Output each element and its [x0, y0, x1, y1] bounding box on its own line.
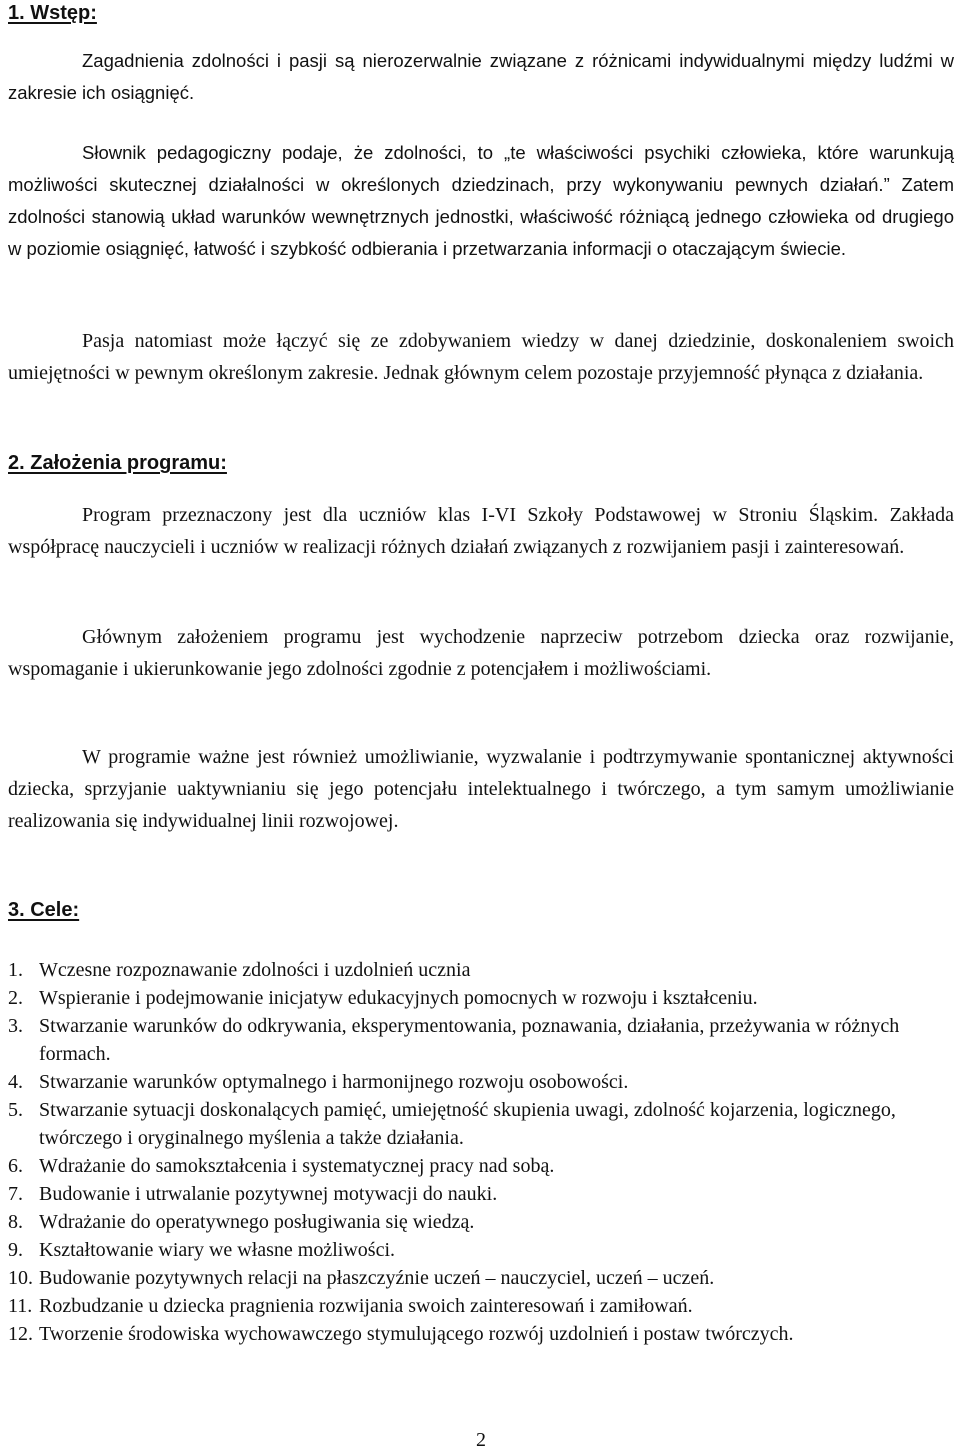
list-item-number: 9.	[8, 1239, 23, 1261]
section-heading-goals: 3. Cele:	[8, 899, 80, 921]
list-item-number: 11.	[8, 1295, 33, 1317]
list-item	[0, 1152, 940, 1180]
list-item	[0, 1236, 940, 1264]
list-item-number: 6.	[8, 1155, 23, 1177]
intro-paragraph-1: Zagadnienia zdolności i pasji są nierozerwalnie związane z różnicami indywidualnymi między ludźmi w zakresie ich osiągnięć.	[8, 50, 954, 103]
list-item-text: Stwarzanie warunków optymalnego i harmonijnego rozwoju osobowości.	[39, 1071, 629, 1093]
page-number: 2	[476, 1429, 486, 1451]
list-item-number: 3.	[8, 1015, 23, 1037]
list-item-text: Budowanie pozytywnych relacji na płaszczyźnie uczeń – nauczyciel, uczeń – uczeń.	[39, 1267, 715, 1289]
list-item	[0, 956, 940, 984]
list-item-number: 12.	[8, 1323, 33, 1345]
list-item	[0, 1012, 940, 1068]
intro-paragraph-2: Słownik pedagogiczny podaje, że zdolności, to „te właściwości psychiki człowieka, które warunkują możliwości skutecznej działalności w określonych dziedzinach, przy wykonywaniu pewnych działań.” Zatem zdolności stanowią układ warunków wewnętrznych jednostki, właściwość różniącą jednego człowieka od drugiego w poziomie osiągnięć, łatwość i szybkość odbierania i przetwarzania informacji o otaczającym świecie.	[8, 142, 954, 259]
list-item-text: Kształtowanie wiary we własne możliwości.	[39, 1239, 396, 1261]
list-item	[0, 1320, 940, 1348]
list-item	[0, 1180, 940, 1208]
list-item-number: 5.	[8, 1099, 23, 1121]
list-item	[0, 1068, 940, 1096]
list-item-text: Rozbudzanie u dziecka pragnienia rozwijania swoich zainteresowań i zamiłowań.	[39, 1295, 693, 1317]
list-item-number: 2.	[8, 987, 23, 1009]
list-item-text: Wczesne rozpoznawanie zdolności i uzdolnień ucznia	[39, 959, 471, 981]
list-item	[0, 1096, 940, 1152]
assumptions-paragraph-2: Głównym założeniem programu jest wychodzenie naprzeciw potrzebom dziecka oraz rozwijanie, wspomaganie i ukierunkowanie jego zdolności zgodnie z potencjałem i możliwościami.	[8, 626, 954, 680]
list-item-text: Wdrażanie do operatywnego posługiwania się wiedzą.	[39, 1211, 475, 1233]
list-item-text: Wdrażanie do samokształcenia i systematycznej pracy nad sobą.	[39, 1155, 555, 1177]
list-item	[0, 984, 940, 1012]
list-item-number: 10.	[8, 1267, 33, 1289]
list-item-text: Stwarzanie sytuacji doskonalących pamięć, umiejętność skupienia uwagi, zdolność kojarzenia, logicznego, twórczego i oryginalnego myślenia a także działania.	[39, 1099, 896, 1149]
list-item	[0, 1264, 940, 1292]
list-item-text: Budowanie i utrwalanie pozytywnej motywacji do nauki.	[39, 1183, 498, 1205]
goals-list	[0, 956, 940, 1348]
list-item-text: Wspieranie i podejmowanie inicjatyw edukacyjnych pomocnych w rozwoju i kształceniu.	[39, 987, 758, 1009]
list-item	[0, 1208, 940, 1236]
list-item-number: 7.	[8, 1183, 23, 1205]
list-item-text: Stwarzanie warunków do odkrywania, eksperymentowania, poznawania, działania, przeżywania w różnych formach.	[39, 1015, 900, 1065]
intro-paragraph-3: Pasja natomiast może łączyć się ze zdobywaniem wiedzy w danej dziedzinie, doskonaleniem swoich umiejętności w pewnym określonym zakresie. Jednak głównym celem pozostaje przyjemność płynąca z działania.	[8, 330, 954, 384]
section-heading-intro: 1. Wstęp:	[8, 2, 97, 24]
section-heading-assumptions: 2. Założenia programu:	[8, 452, 227, 474]
assumptions-paragraph-1: Program przeznaczony jest dla uczniów klas I-VI Szkoły Podstawowej w Stroniu Śląskim. Zakłada współpracę nauczycieli i uczniów w realizacji różnych działań związanych z rozwijaniem pasji i zainteresowań.	[8, 504, 954, 558]
list-item-number: 4.	[8, 1071, 23, 1093]
list-item-number: 1.	[8, 959, 23, 981]
assumptions-paragraph-3: W programie ważne jest również umożliwianie, wyzwalanie i podtrzymywanie spontanicznej aktywności dziecka, sprzyjanie uaktywnianiu się jego potencjału intelektualnego i twórczego, a tym samym umożliwianie realizowania się indywidualnej linii rozwojowej.	[8, 746, 954, 832]
list-item-text: Tworzenie środowiska wychowawczego stymulującego rozwój uzdolnień i postaw twórczych.	[39, 1323, 794, 1345]
list-item	[0, 1292, 940, 1320]
list-item-number: 8.	[8, 1211, 23, 1233]
